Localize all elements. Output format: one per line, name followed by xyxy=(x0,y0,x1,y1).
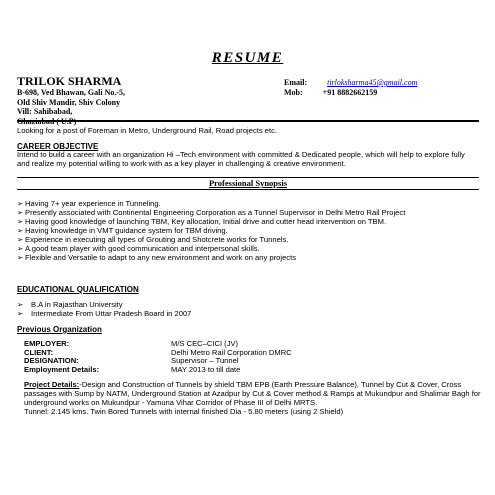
header-left xyxy=(17,75,267,126)
synopsis-item-text: Having good knowledge of launching TBM, Key allocation, Initial drive and cutter head intervention on TBM. xyxy=(25,217,387,226)
client-label: CLIENT: xyxy=(24,347,54,357)
list-item xyxy=(17,235,482,244)
arrow-bullet-icon: ➢ xyxy=(17,208,24,217)
designation-label: DESIGNATION: xyxy=(24,356,79,365)
arrow-bullet-icon: ➢ xyxy=(17,244,24,253)
address-line-3: Vill: Sahibabad, xyxy=(17,107,73,116)
list-item xyxy=(17,244,482,253)
arrow-bullet-icon: ➢ xyxy=(17,217,24,226)
list-item xyxy=(17,253,482,262)
resume-title: RESUME xyxy=(211,50,284,66)
synopsis-item-text: A good team player with good communication and interpersonal skills. xyxy=(25,244,260,253)
education-item-text: B.A in Rajasthan University xyxy=(31,300,123,309)
header-contact xyxy=(284,78,484,97)
professional-synopsis-heading xyxy=(17,177,479,190)
list-item xyxy=(17,300,482,309)
list-item xyxy=(17,199,482,208)
employment-details-label: Employment Details: xyxy=(24,364,100,374)
education-item-text: Intermediate From Uttar Pradesh Board in 2007 xyxy=(31,309,192,318)
objective-line: Looking for a post of Foreman in Metro, Underground Rail, Road projects etc. xyxy=(17,126,278,135)
tunnel-details: Tunnel: 2.145 kms. Twin Bored Tunnels with internal finished Dia - 5.80 meters (using 2 Shield) xyxy=(24,407,344,416)
previous-organization-heading: Previous Organization xyxy=(17,325,102,334)
education-list xyxy=(17,300,482,318)
list-item xyxy=(17,309,482,318)
client-value: Delhi Metro Rail Corporation DMRC xyxy=(171,347,292,357)
synopsis-item-text: Presently associated with Continental Engineering Corporation as a Tunnel Supervisor in Delhi Metro Rail Project xyxy=(25,208,406,217)
arrow-bullet-icon: ➢ xyxy=(17,253,24,262)
education-heading: EDUCATIONAL QUALIFICATION xyxy=(17,285,139,294)
email-row xyxy=(284,78,484,88)
arrow-bullet-icon: ➢ xyxy=(17,199,24,208)
address-line-1: B-698, Ved Bhawan, Gali No.-5, xyxy=(17,88,126,97)
list-item xyxy=(17,226,482,235)
synopsis-heading-text: Professional Synopsis xyxy=(208,178,287,188)
employment-table xyxy=(24,340,292,374)
address-line-4: Ghaziabad ( U.P) xyxy=(17,116,77,126)
project-details xyxy=(24,380,484,416)
list-item xyxy=(17,217,482,226)
arrow-bullet-icon: ➢ xyxy=(17,300,24,309)
address-line-2: Old Shiv Mandir, Shiv Colony xyxy=(17,97,121,107)
synopsis-item-text: Having 7+ year experience in Tunneling. xyxy=(25,199,161,208)
arrow-bullet-icon: ➢ xyxy=(17,226,24,235)
employment-details-value: MAY 2013 to till date xyxy=(171,364,241,374)
project-details-label: Project Details: xyxy=(24,380,80,389)
list-item xyxy=(17,208,482,217)
mobile-row xyxy=(284,88,484,98)
synopsis-item-text: Flexible and Versatile to adapt to any new environment and work on any projects xyxy=(25,253,297,262)
arrow-bullet-icon: ➢ xyxy=(17,235,24,244)
email-label: Email: xyxy=(284,78,308,87)
employer-label: EMPLOYER: xyxy=(24,339,70,348)
synopsis-list xyxy=(17,199,482,262)
career-objective-heading: CAREER OBJECTIVE xyxy=(17,142,99,151)
email-link[interactable]: tirloksharma45@gmail.com xyxy=(327,78,418,87)
project-details-text: -Design and Construction of Tunnels by shield TBM EPB (Earth Pressure Balance), Tunnel by Cut & Cover, Cross passages with Sump by NATM, Underground Station at Azadpur by Cut & Cover method & Ramps at Mukundpur and Shalimar Bagh for underground works on Mukundpur - Yamuna Vihar Corridor of Phase III of Delhi MRTS. xyxy=(24,380,481,407)
career-objective-text: Intend to build a career with an organization Hi –Tech environment with committed & Dedicated people, which will help to explore fully and realize my potential willing to work with as a key player in challenging & creative environment. xyxy=(17,150,465,168)
candidate-name: TRILOK SHARMA xyxy=(17,74,122,88)
employer-value: M/S CEC–CICI (JV) xyxy=(171,339,239,348)
mobile-label: Mob: xyxy=(284,87,303,97)
synopsis-item-text: Having knowledge in VMT guidance system for TBM driving. xyxy=(25,226,228,235)
header-divider xyxy=(17,120,479,122)
table-row xyxy=(24,366,292,375)
mobile-value: +91 8882662159 xyxy=(322,87,378,97)
arrow-bullet-icon: ➢ xyxy=(17,309,24,318)
designation-value: Supervisor – Tunnel xyxy=(171,356,239,365)
synopsis-item-text: Experience in executing all types of Grouting and Shotcrete works for Tunnels. xyxy=(25,235,289,244)
